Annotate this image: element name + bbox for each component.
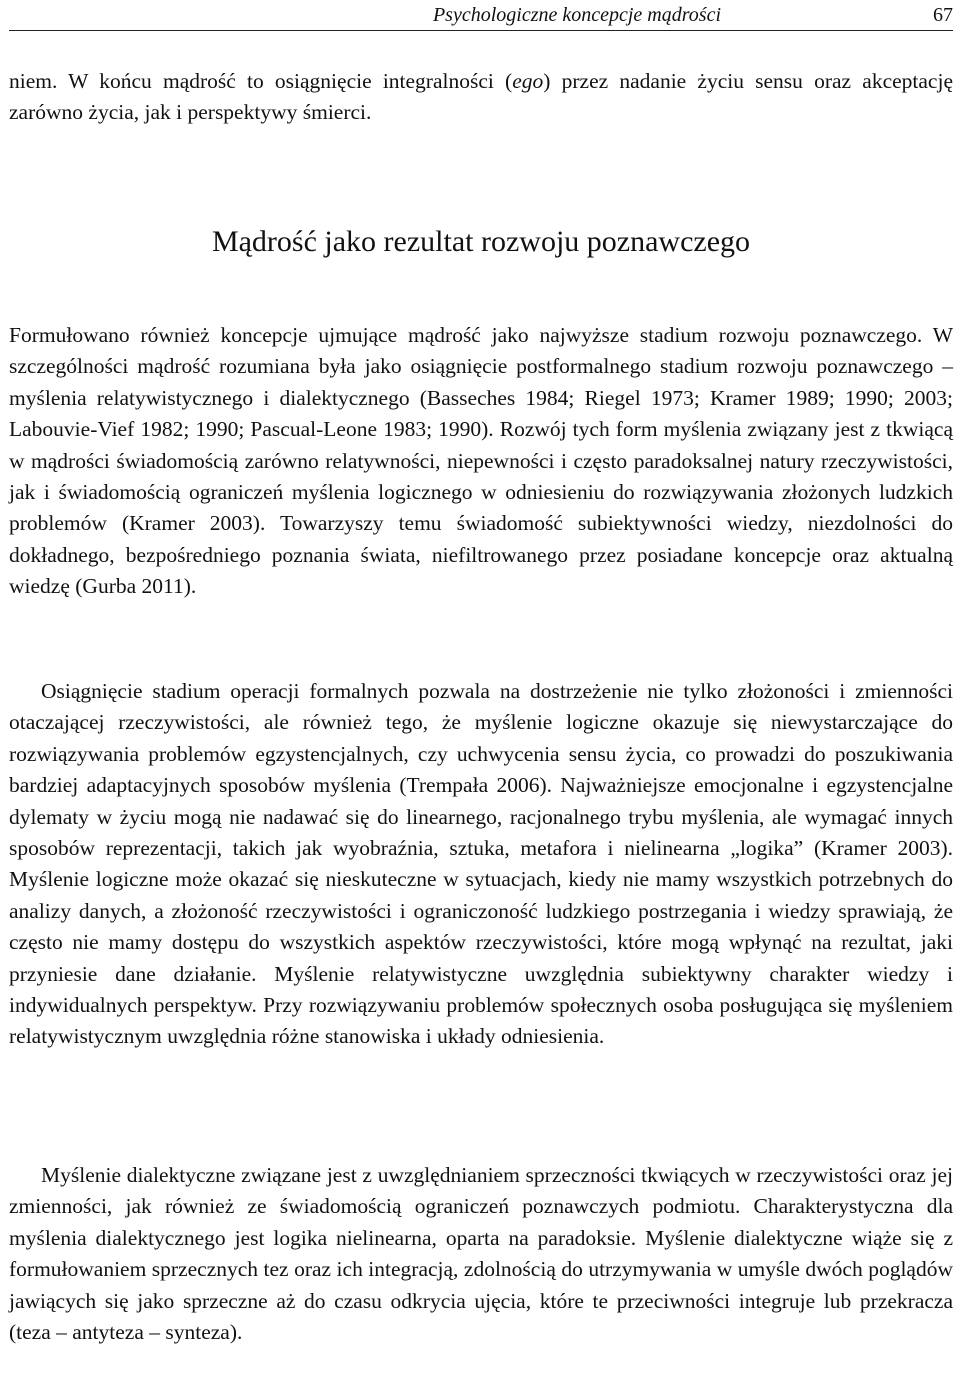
paragraph-3 — [9, 1160, 953, 1348]
document-page — [9, 0, 953, 1383]
paragraph-2 — [9, 676, 953, 1053]
continuation-text: niem. W końcu mądrość to osiągnięcie integralności (ego) przez nadanie życiu sensu oraz akceptację zarówno życia, jak i perspektywy śmierci. — [9, 69, 953, 125]
paragraph-3-text: Myślenie dialektyczne związane jest z uwzględnianiem sprzeczności tkwiących w rzeczywistości oraz jej zmienności, jak również ze świadomością ograniczeń poznawczych podmiotu. Charakterystyczna dla myślenia dialektycznego jest logika nielinearna, oparta na paradoksie. Myślenie dialektyczne wiąże się z formułowaniem sprzecznych tez oraz ich integracją, zdolnością do utrzymywania w umyśle dwóch poglądów jawiących się jako sprzeczne aż do czasu odkrycia ujęcia, które te przeciwności integruje lub przekracza (teza – antyteza – synteza). — [9, 1163, 953, 1345]
paragraph-1-text: Formułowano również koncepcje ujmujące mądrość jako najwyższe stadium rozwoju poznawczego. W szczególności mądrość rozumiana była jako osiągnięcie postformalnego stadium rozwoju poznawczego – myślenia relatywistycznego i dialektycznego (Basseches 1984; Riegel 1973; Kramer 1989; 1990; 2003; Labouvie-Vief 1982; 1990; Pascual-Leone 1983; 1990). Rozwój tych form myślenia związany jest z tkwiącą w mądrości świadomością zarówno relatywności, niepewności i często paradoksalnej natury rzeczywistości, jak i świadomością ograniczeń myślenia logicznego w odniesieniu do rozwiązywania złożonych ludzkich problemów (Kramer 2003). Towarzyszy temu świadomość subiektywności wiedzy, niezdolności do dokładnego, bezpośredniego poznania świata, niefiltrowanego przez posiadane koncepcje oraz aktualną wiedzę (Gurba 2011). — [9, 323, 953, 599]
paragraph-2-text: Osiągnięcie stadium operacji formalnych pozwala na dostrzeżenie nie tylko złożoności i zmienności otaczającej rzeczywistości, ale również tego, że myślenie logiczne okazuje się niewystarczające do rozwiązywania problemów egzystencjalnych, czy uchwycenia sensu życia, co prowadzi do poszukiwania bardziej adaptacyjnych sposobów myślenia (Trempała 2006). Najważniejsze emocjonalne i egzystencjalne dylematy w życiu mogą nie nadawać się do linearnego, racjonalnego trybu myślenia, ale wymagać innych sposobów reprezentacji, takich jak wyobraźnia, sztuka, metafora i nielinearna „logika” (Kramer 2003). Myślenie logiczne może okazać się nieskuteczne w sytuacjach, kiedy nie mamy wszystkich potrzebnych do analizy danych, a złożoność rzeczywistości i ograniczoność ludzkiego postrzegania i wiedzy sprawiają, że często nie mamy dostępu do wszystkich aspektów rzeczywistości, które mogą wpłynąć na rezultat, jaki przyniesie dane działanie. Myślenie relatywistyczne uwzględnia subiektywny charakter wiedzy i indywidualnych perspektyw. Przy rozwiązywaniu problemów społecznych osoba posługująca się myśleniem relatywistycznym uwzględnia różne stanowiska i układy odniesienia. — [9, 679, 953, 1049]
running-header — [9, 2, 953, 31]
running-title: Psychologiczne koncepcje mądrości — [432, 4, 721, 26]
ego-term: ego — [512, 69, 544, 93]
continuation-paragraph — [9, 66, 953, 129]
section-heading: Mądrość jako rezultat rozwoju poznawczego — [211, 225, 751, 258]
page-number: 67 — [933, 4, 953, 26]
paragraph-1 — [9, 320, 953, 603]
